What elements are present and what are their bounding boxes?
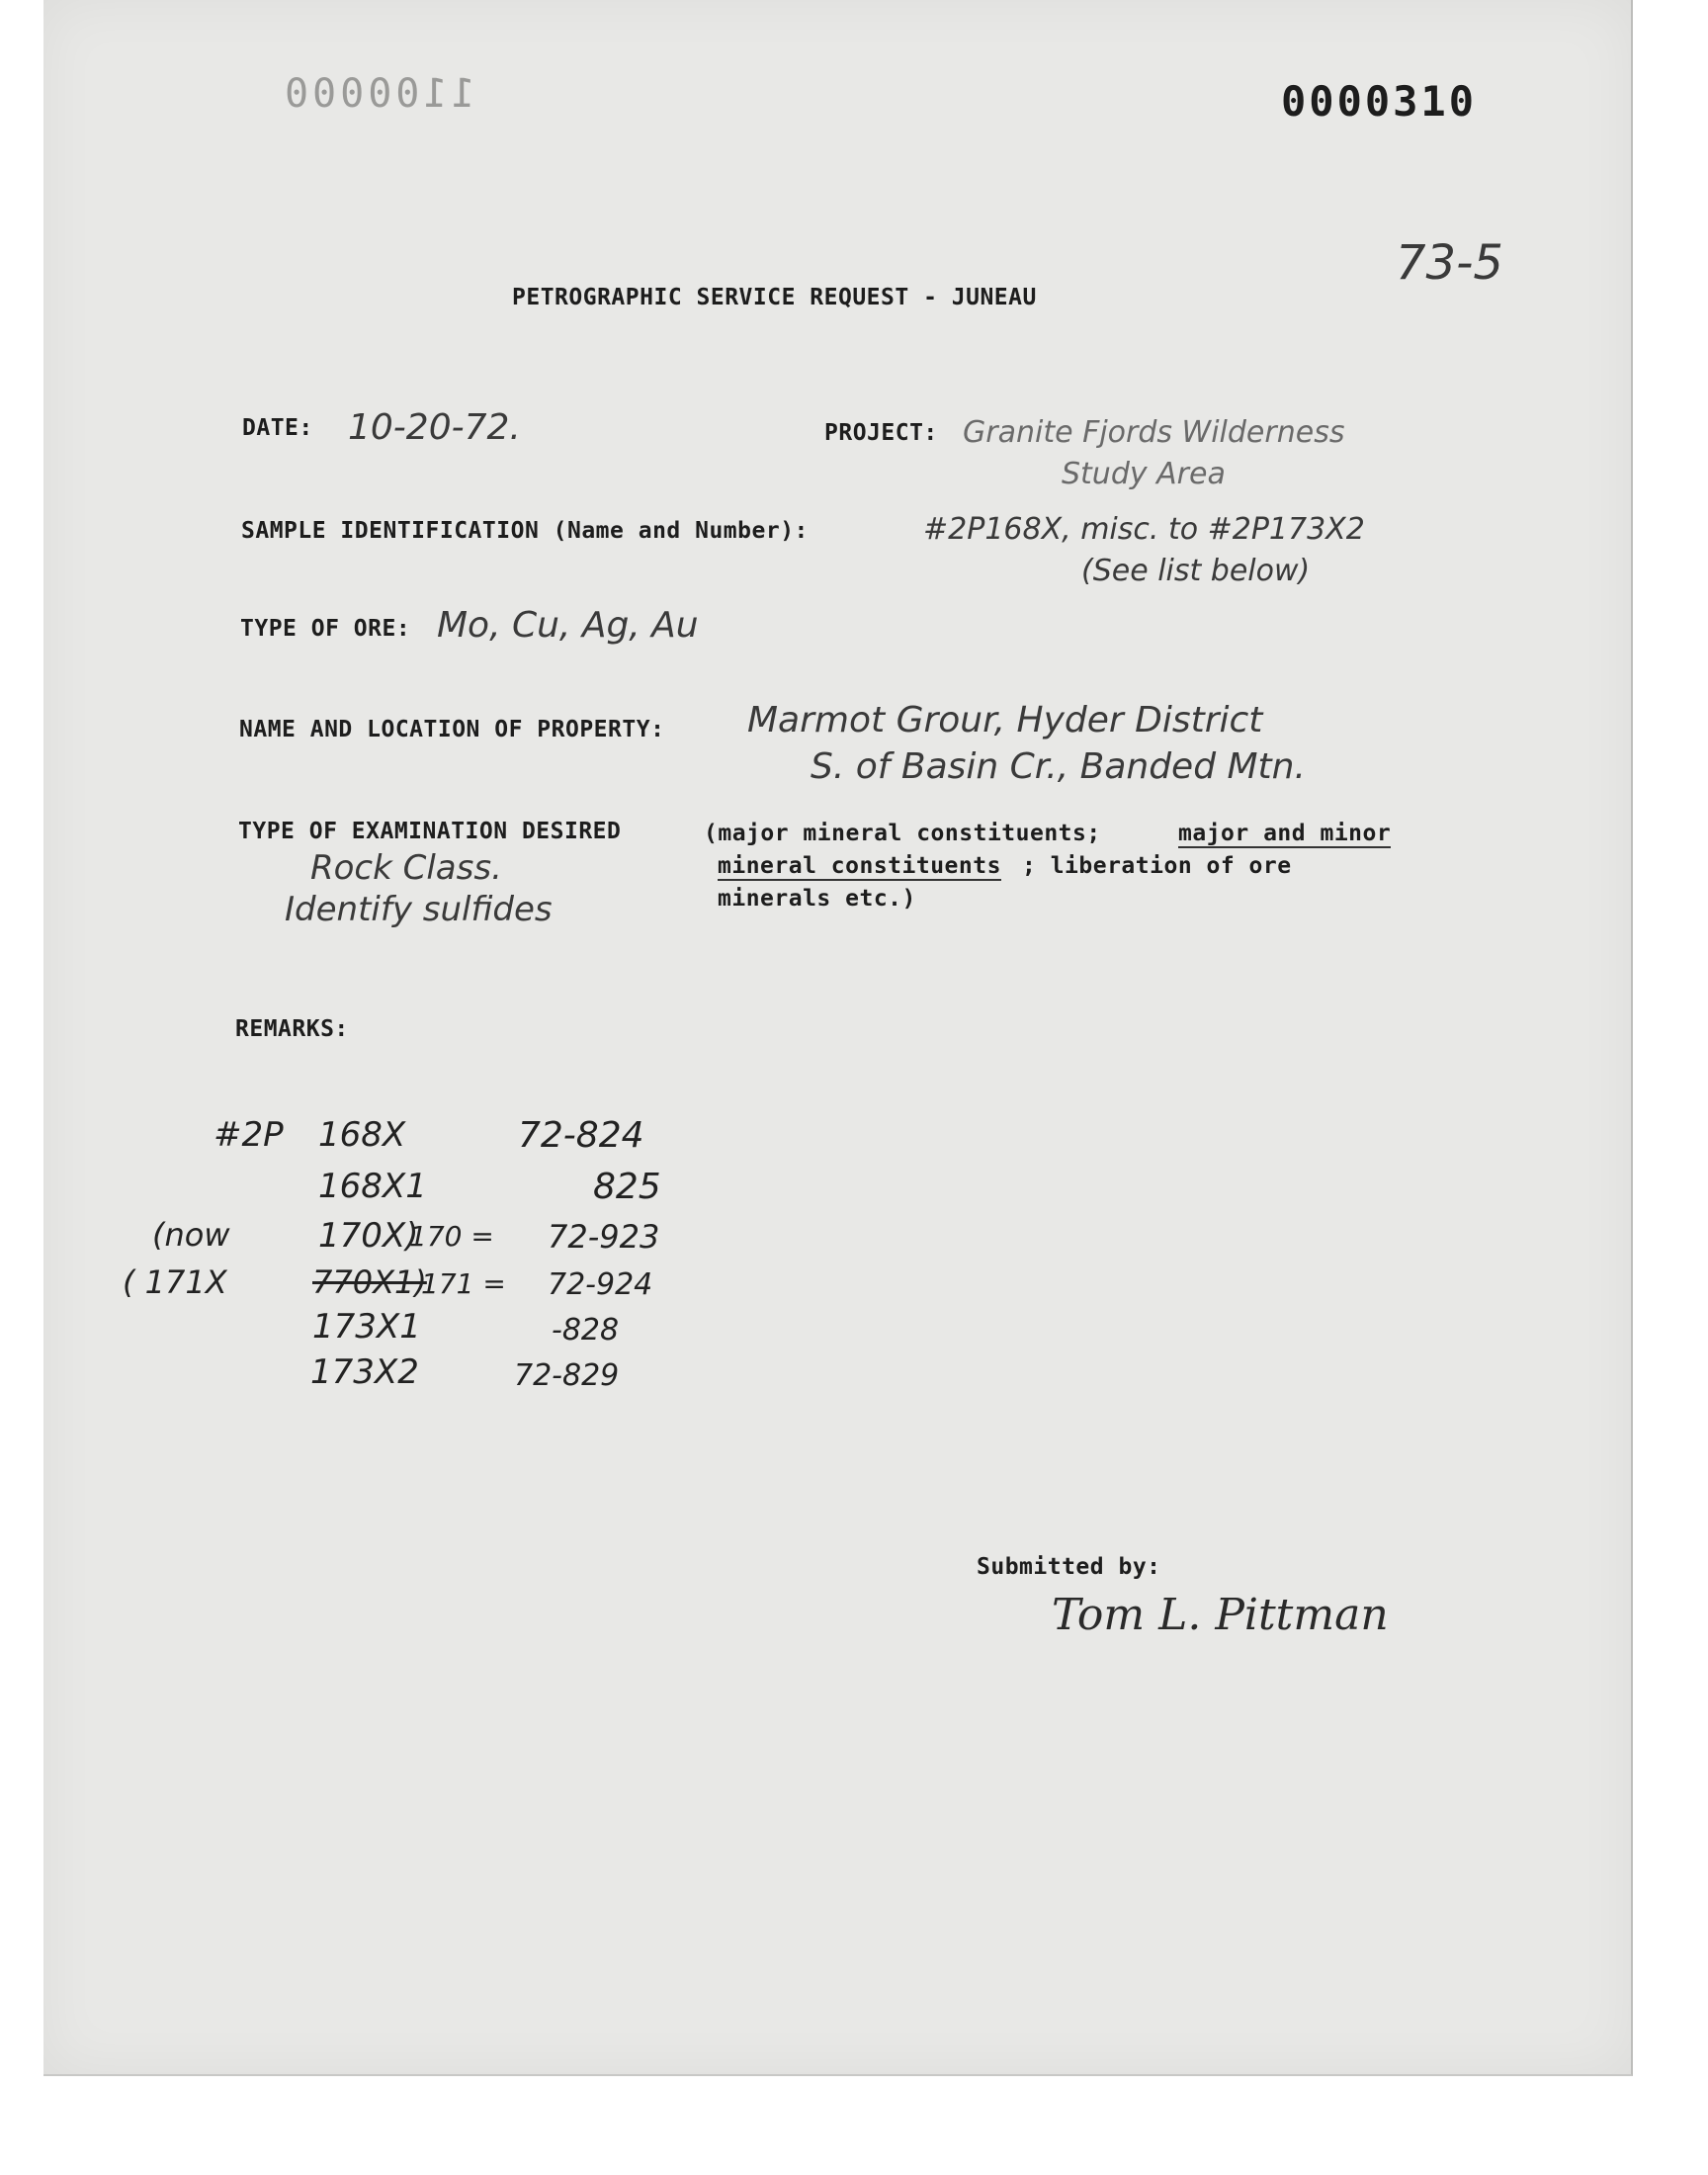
- remarks-row-6-sample: 173X2: [310, 1352, 419, 1392]
- remarks-row-6-lab: 72-829: [514, 1358, 620, 1393]
- ore-label: TYPE OF ORE:: [240, 616, 411, 642]
- exam-hand-line1: Rock Class.: [310, 848, 502, 888]
- exam-options-line3: minerals etc.): [718, 886, 916, 912]
- exam-hand-line2: Identify sulfides: [285, 890, 553, 929]
- remarks-row-5-sample: 173X1: [312, 1307, 421, 1347]
- exam-options-line1b: major and minor: [1178, 821, 1392, 846]
- remarks-row-3-lab: 72-923: [548, 1218, 660, 1256]
- remarks-row-1-sample: 168X: [318, 1115, 406, 1155]
- remarks-row-2-lab: 825: [593, 1167, 661, 1207]
- remarks-row-5-lab: -828: [552, 1313, 620, 1348]
- document-number: 0000310: [1281, 77, 1478, 126]
- ore-value: Mo, Cu, Ag, Au: [437, 605, 699, 646]
- property-value-line2: S. of Basin Cr., Banded Mtn.: [811, 746, 1306, 787]
- property-label: NAME AND LOCATION OF PROPERTY:: [239, 717, 665, 742]
- project-label: PROJECT:: [824, 420, 938, 446]
- document-sheet: [43, 0, 1633, 2076]
- remarks-label: REMARKS:: [235, 1016, 349, 1042]
- remarks-row-4-note: 171 =: [421, 1267, 506, 1300]
- property-value-line1: Marmot Grour, Hyder District: [747, 700, 1263, 740]
- project-value-line1: Granite Fjords Wilderness: [963, 415, 1345, 450]
- sample-value-line1: #2P168X, misc. to #2P173X2: [923, 512, 1365, 547]
- remarks-prefix: #2P: [214, 1115, 284, 1155]
- handwritten-code: 73-5: [1396, 235, 1503, 291]
- remarks-row-2-sample: 168X1: [318, 1167, 427, 1206]
- submitter-signature: Tom L. Pittman: [1052, 1590, 1389, 1640]
- date-value: 10-20-72.: [348, 407, 521, 448]
- remarks-row-3-note: 170 =: [409, 1220, 494, 1253]
- project-value-line2: Study Area: [1062, 457, 1226, 491]
- date-label: DATE:: [242, 415, 313, 441]
- remarks-row-3-sample: 170X): [318, 1216, 419, 1256]
- remarks-row-3-pre: (now: [152, 1216, 230, 1254]
- sample-label: SAMPLE IDENTIFICATION (Name and Number):: [241, 518, 809, 544]
- remarks-row-4-pre: ( 171X: [123, 1263, 227, 1301]
- remarks-row-4-sample: 770X1): [312, 1263, 427, 1301]
- remarks-row-4-lab: 72-924: [548, 1267, 653, 1302]
- exam-options-line2a: mineral constituents: [718, 853, 1001, 879]
- exam-options-line2b: ; liberation of ore: [1022, 853, 1292, 879]
- sample-value-line2: (See list below): [1081, 554, 1311, 588]
- page-title: PETROGRAPHIC SERVICE REQUEST - JUNEAU: [512, 285, 1037, 310]
- exam-label: TYPE OF EXAMINATION DESIRED: [238, 819, 622, 844]
- remarks-row-1-lab: 72-824: [518, 1115, 644, 1156]
- submitted-label: Submitted by:: [977, 1554, 1161, 1580]
- exam-options-line1: (major mineral constituents;: [704, 821, 1101, 846]
- faint-stamp-number: 1100000: [281, 71, 475, 117]
